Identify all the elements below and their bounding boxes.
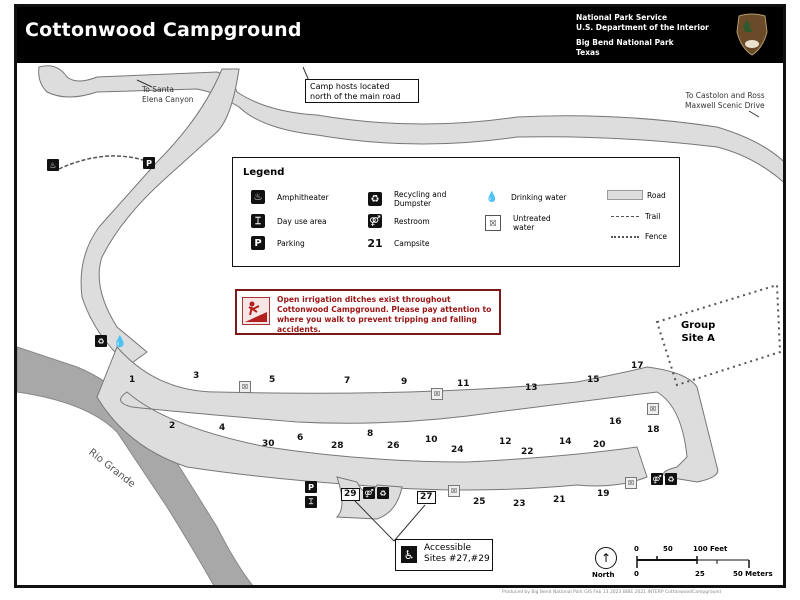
legend-item-parking: P Parking bbox=[251, 236, 305, 250]
campsite-25[interactable]: 25 bbox=[473, 497, 486, 507]
untreated-water-icon: ☒ bbox=[448, 485, 460, 497]
fence-swatch bbox=[611, 236, 639, 238]
irrigation-warning bbox=[235, 289, 501, 335]
scale-m-0: 0 bbox=[634, 570, 639, 578]
untreated-water-icon: ☒ bbox=[647, 403, 659, 415]
drinking-water-icon: 💧 bbox=[485, 191, 499, 203]
nps-arrowhead-icon bbox=[735, 12, 769, 56]
warning-text: Open irrigation ditches exist throughout Cottonwood Campground. Please pay attention to where you walk to prevent tripping and falling accidents. bbox=[277, 295, 492, 334]
production-credit: Produced by Big Bend National Park GIS Feb 13 2023 BIBE 2021 INTERP CottonwoodCampground bbox=[502, 590, 722, 595]
restroom-icon: ⚤ bbox=[652, 474, 662, 484]
agency-line-2: U.S. Department of the Interior bbox=[576, 22, 709, 32]
recycling-icon: ♻ bbox=[368, 192, 382, 206]
page-title: Cottonwood Campground bbox=[25, 19, 302, 41]
road-swatch bbox=[607, 190, 643, 200]
legend-item-restroom: ⚤ Restroom bbox=[369, 215, 430, 227]
legend-title: Legend bbox=[243, 167, 285, 178]
scale-m-25: 25 bbox=[695, 570, 705, 578]
group-site-fence bbox=[657, 285, 780, 385]
campsite-number: 21 bbox=[367, 236, 383, 250]
header-bar bbox=[17, 7, 783, 63]
campsite-19[interactable]: 19 bbox=[597, 489, 610, 499]
legend-item-drinking-water: 💧 Drinking water bbox=[485, 191, 567, 203]
restroom-icon: ⚤ bbox=[369, 215, 381, 227]
legend-item-road: Road bbox=[607, 190, 666, 200]
campsite-12[interactable]: 12 bbox=[499, 437, 512, 447]
campsite-11[interactable]: 11 bbox=[457, 379, 470, 389]
recycling-icon: ♻ bbox=[95, 335, 107, 347]
amphitheater-icon: ♨ bbox=[47, 159, 59, 171]
recycling-icon: ♻ bbox=[377, 487, 389, 499]
rio-grande-label: Rio Grande bbox=[86, 447, 138, 491]
campsite-8[interactable]: 8 bbox=[367, 429, 374, 439]
recycling-icon: ♻ bbox=[665, 473, 677, 485]
arrow-castolon bbox=[749, 111, 759, 117]
drinking-water-icon: 💧 bbox=[113, 334, 127, 348]
legend-item-trail: Trail bbox=[611, 212, 660, 221]
wheelchair-icon: ♿ bbox=[401, 546, 417, 563]
legend-item-fence: Fence bbox=[611, 232, 667, 241]
campsite-1[interactable]: 1 bbox=[129, 375, 136, 385]
legend-item-recycling: ♻ Recycling and Dumpster bbox=[368, 190, 446, 208]
campsite-16[interactable]: 16 bbox=[609, 417, 622, 427]
campsite-27[interactable]: 27 bbox=[417, 491, 436, 504]
direction-santa-elena: To Santa Elena Canyon bbox=[142, 85, 194, 104]
access-road bbox=[81, 69, 239, 365]
untreated-water-icon: ☒ bbox=[485, 215, 501, 231]
campsite-24[interactable]: 24 bbox=[451, 445, 464, 455]
park-line-2: Texas bbox=[576, 47, 600, 57]
campsite-26[interactable]: 26 bbox=[387, 441, 400, 451]
campsite-10[interactable]: 10 bbox=[425, 435, 438, 445]
legend-item-campsite: 21 Campsite bbox=[367, 236, 430, 250]
parking-icon: P bbox=[143, 157, 155, 169]
accessible-sites-callout: ♿ Accessible Sites #27,#29 bbox=[395, 539, 493, 571]
campsite-23[interactable]: 23 bbox=[513, 499, 526, 509]
picnic-table-icon: ⌶ bbox=[305, 496, 317, 508]
legend-item-day-use: ⌶ Day use area bbox=[251, 214, 327, 228]
amphitheater-icon: ♨ bbox=[251, 190, 265, 204]
campsite-17[interactable]: 17 bbox=[631, 361, 644, 371]
campground-loop-road bbox=[97, 347, 718, 490]
campsite-30[interactable]: 30 bbox=[262, 439, 275, 449]
campsite-2[interactable]: 2 bbox=[169, 421, 176, 431]
campsite-15[interactable]: 15 bbox=[587, 375, 600, 385]
campsite-5[interactable]: 5 bbox=[269, 375, 276, 385]
map-frame bbox=[14, 4, 786, 588]
campsite-20[interactable]: 20 bbox=[593, 440, 606, 450]
scale-m-50: 50 Meters bbox=[733, 570, 773, 578]
direction-castolon: To Castolon and Ross Maxwell Scenic Drive bbox=[685, 91, 765, 110]
restroom-icon: ⚤ bbox=[364, 488, 374, 498]
campsite-28[interactable]: 28 bbox=[331, 441, 344, 451]
falling-hazard-icon bbox=[242, 297, 270, 325]
legend-item-amphitheater: ♨ Amphitheater bbox=[251, 190, 329, 204]
agency-line-1: National Park Service bbox=[576, 13, 668, 22]
untreated-water-icon: ☒ bbox=[431, 388, 443, 400]
campsite-22[interactable]: 22 bbox=[521, 447, 534, 457]
north-arrow-icon: ↑ bbox=[595, 547, 617, 569]
campsite-7[interactable]: 7 bbox=[344, 376, 351, 386]
campsite-18[interactable]: 18 bbox=[647, 425, 660, 435]
parking-icon: P bbox=[305, 481, 317, 493]
legend-item-untreated-water: ☒ Untreated water bbox=[485, 214, 551, 232]
untreated-water-icon: ☒ bbox=[625, 477, 637, 489]
campsite-4[interactable]: 4 bbox=[219, 423, 226, 433]
campsite-21[interactable]: 21 bbox=[553, 495, 566, 505]
campsite-14[interactable]: 14 bbox=[559, 437, 572, 447]
campsite-3[interactable]: 3 bbox=[193, 371, 200, 381]
agency-info bbox=[576, 13, 709, 57]
scale-feet-50: 50 bbox=[663, 545, 673, 553]
campsite-29[interactable]: 29 bbox=[341, 488, 360, 501]
campsite-6[interactable]: 6 bbox=[297, 433, 304, 443]
scale-feet-0: 0 bbox=[634, 545, 639, 553]
untreated-water-icon: ☒ bbox=[239, 381, 251, 393]
parking-icon: P bbox=[251, 236, 265, 250]
scale-feet-100: 100 Feet bbox=[693, 545, 728, 553]
trail-swatch bbox=[611, 216, 639, 217]
group-site-a-label: Group Site A bbox=[681, 320, 716, 344]
park-line-1: Big Bend National Park bbox=[576, 38, 674, 47]
amphitheater-trail bbox=[59, 156, 149, 169]
accessible-pointer-27 bbox=[394, 505, 425, 541]
north-label: North bbox=[592, 571, 615, 579]
camp-hosts-callout: Camp hosts located north of the main road bbox=[305, 79, 419, 103]
campsite-9[interactable]: 9 bbox=[401, 377, 408, 387]
campsite-13[interactable]: 13 bbox=[525, 383, 538, 393]
legend-panel bbox=[232, 157, 680, 267]
picnic-table-icon: ⌶ bbox=[251, 214, 265, 228]
